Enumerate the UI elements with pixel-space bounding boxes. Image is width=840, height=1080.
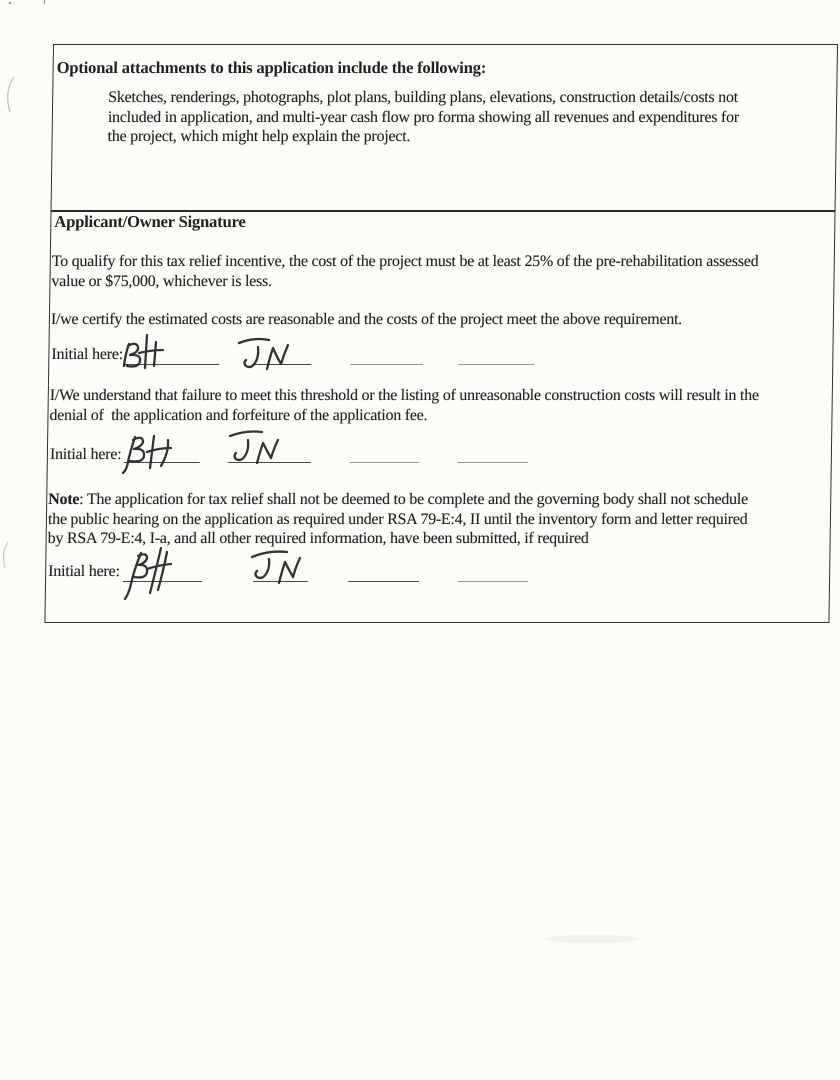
scan-speck — [151, 980, 153, 982]
initial-line-2-2[interactable] — [228, 462, 311, 465]
scan-speck — [680, 861, 682, 863]
initial-line-3-3[interactable] — [348, 581, 419, 584]
attachments-section-title: Optional attachments to this application include the following: — [56, 58, 487, 77]
scan-artifact-smudge — [544, 935, 640, 943]
initial-line-1-3[interactable] — [350, 364, 423, 367]
signature-section-title: Applicant/Owner Signature — [54, 212, 246, 231]
application-form-box — [44, 44, 838, 623]
scan-speck — [301, 703, 303, 705]
initial-line-2-4[interactable] — [458, 462, 528, 465]
scan-artifact-curve-top — [8, 77, 14, 112]
initial-line-3-1[interactable] — [123, 581, 202, 584]
certify-text: I/we certify the estimated costs are reasonable and the costs of the project meet the above requirement. — [50, 311, 683, 328]
initial-line-3-4[interactable] — [458, 581, 528, 584]
attachments-body-text: Sketches, renderings, photographs, plot plans, building plans, elevations, construction details/costs not included in application, and multi-year cash flow pro forma showing all revenues and expenditures for the project, which might help explain the project. — [107, 89, 740, 146]
initial-here-label-1: Initial here: — [51, 346, 124, 363]
initial-line-2-3[interactable] — [350, 462, 419, 465]
note-text — [48, 490, 828, 549]
note-label: Note — [48, 491, 80, 508]
initial-here-label-2: Initial here: — [49, 446, 122, 463]
initial-line-2-1[interactable] — [124, 462, 200, 465]
initial-here-label-3: Initial here: — [48, 563, 120, 580]
initial-line-1-1[interactable] — [123, 364, 219, 367]
initial-line-1-4[interactable] — [458, 364, 534, 367]
scan-artifact-dot — [9, 2, 12, 5]
scan-artifact-curve-bottom — [4, 542, 8, 568]
note-body: : The application for tax relief shall not be deemed to be complete and the governing body shall not schedule the public hearing on the application as required under RSA 79-E:4, II until the inventory form and letter required by RSA 79-E:4, I-a, and all other required information, have been submitted, if required — [47, 491, 749, 548]
qualify-text: To qualify for this tax relief incentive, the cost of the project must be at least 25% of the pre-rehabilitation assessed value or $75,000, whichever is less. — [51, 253, 759, 290]
understand-text: I/We understand that failure to meet this threshold or the listing of unreasonable construction costs will result in the denial of the application and forfeiture of the application fee. — [49, 387, 759, 424]
initial-line-1-2[interactable] — [253, 364, 311, 367]
initial-line-3-2[interactable] — [253, 581, 308, 584]
